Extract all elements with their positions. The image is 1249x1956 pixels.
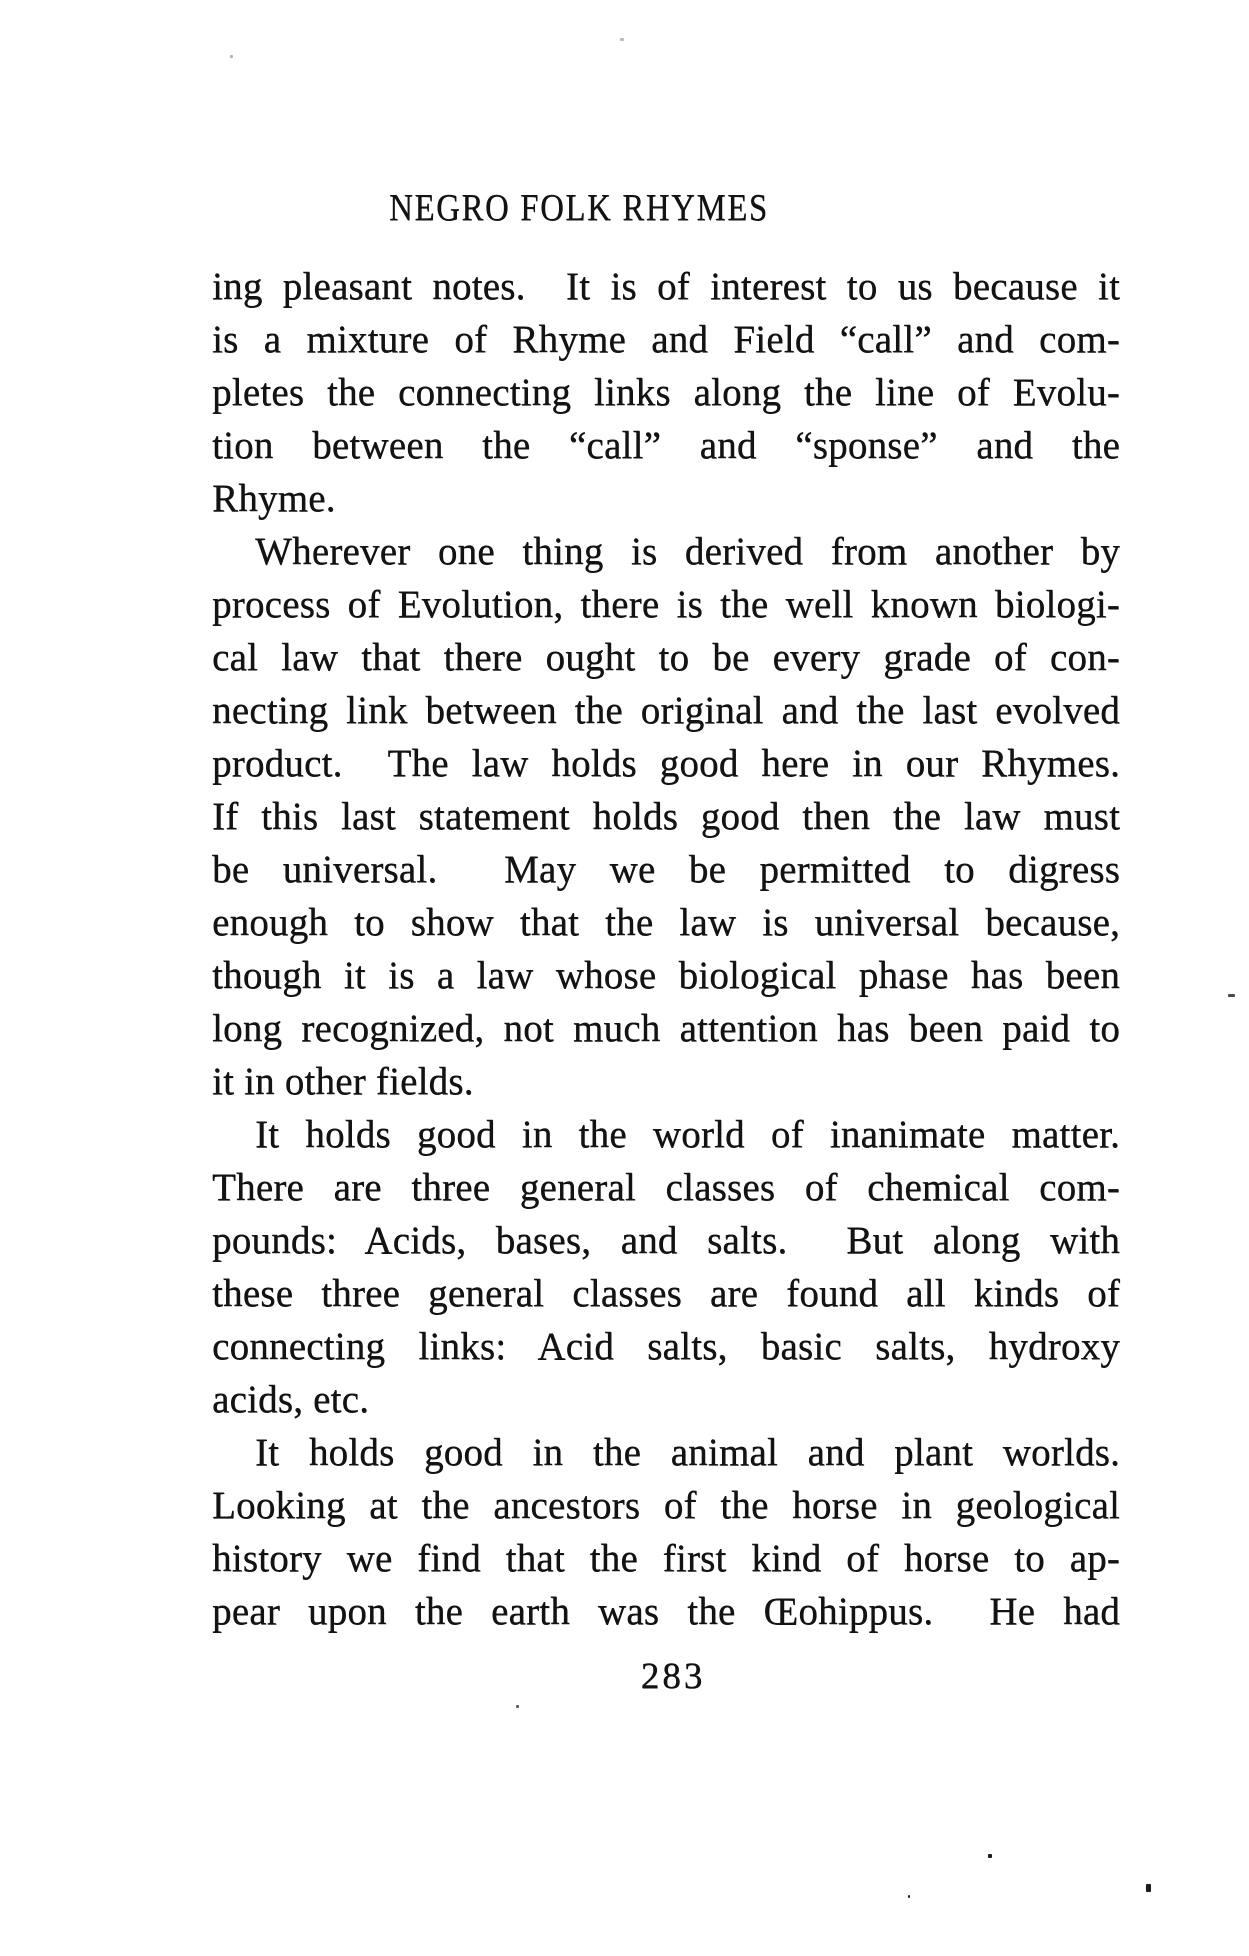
text-line: these three general classes are found all kinds of	[212, 1272, 1120, 1315]
text-line: Looking at the ancestors of the horse in geological	[212, 1484, 1120, 1527]
text-line: long recognized, not much attention has been paid to	[212, 1007, 1120, 1050]
text-line: history we find that the first kind of horse to ap-	[212, 1537, 1120, 1580]
text-line: acids, etc.	[212, 1378, 370, 1421]
scan-speck	[988, 1854, 992, 1858]
scan-speck	[516, 1705, 519, 1708]
text-line: cal law that there ought to be every grade of con-	[212, 636, 1120, 679]
page-body-text	[212, 260, 1120, 1638]
text-line: connecting links: Acid salts, basic salts, hydroxy	[212, 1325, 1120, 1368]
text-line: be universal. May we be permitted to digress	[212, 848, 1120, 891]
paragraph	[212, 1108, 1120, 1426]
text-line: enough to show that the law is universal because,	[212, 901, 1120, 944]
scan-speck	[230, 55, 233, 58]
text-line: though it is a law whose biological phase has been	[212, 954, 1120, 997]
text-line: process of Evolution, there is the well known biologi-	[212, 583, 1120, 626]
text-line: pounds: Acids, bases, and salts. But along with	[212, 1219, 1120, 1262]
scan-speck	[1146, 1884, 1151, 1892]
text-line: product. The law holds good here in our Rhymes.	[212, 742, 1120, 785]
scan-speck	[620, 38, 624, 41]
text-line: Wherever one thing is derived from another by	[255, 530, 1120, 573]
text-line: pear upon the earth was the Œohippus. He had	[212, 1590, 1120, 1633]
text-line: it in other fields.	[212, 1060, 474, 1103]
scan-speck	[1228, 994, 1235, 997]
text-line: It holds good in the world of inanimate matter.	[255, 1113, 1120, 1156]
text-line: If this last statement holds good then the law must	[212, 795, 1120, 838]
text-line: pletes the connecting links along the line of Evolu-	[212, 371, 1120, 414]
paragraph	[212, 260, 1120, 525]
text-line: It holds good in the animal and plant worlds.	[255, 1431, 1120, 1474]
text-line: ing pleasant notes. It is of interest to us because it	[212, 265, 1120, 308]
text-line: is a mixture of Rhyme and Field “call” and com-	[212, 318, 1120, 361]
paragraph	[212, 525, 1120, 1108]
text-line: Rhyme.	[212, 477, 336, 520]
page-number: 283	[640, 1656, 706, 1697]
paragraph	[212, 1426, 1120, 1638]
running-header: NEGRO FOLK RHYMES	[389, 187, 769, 229]
scan-speck	[908, 1895, 910, 1898]
text-line: tion between the “call” and “sponse” and the	[212, 424, 1120, 467]
text-line: necting link between the original and the last evolved	[212, 689, 1120, 732]
text-line: There are three general classes of chemical com-	[212, 1166, 1120, 1209]
